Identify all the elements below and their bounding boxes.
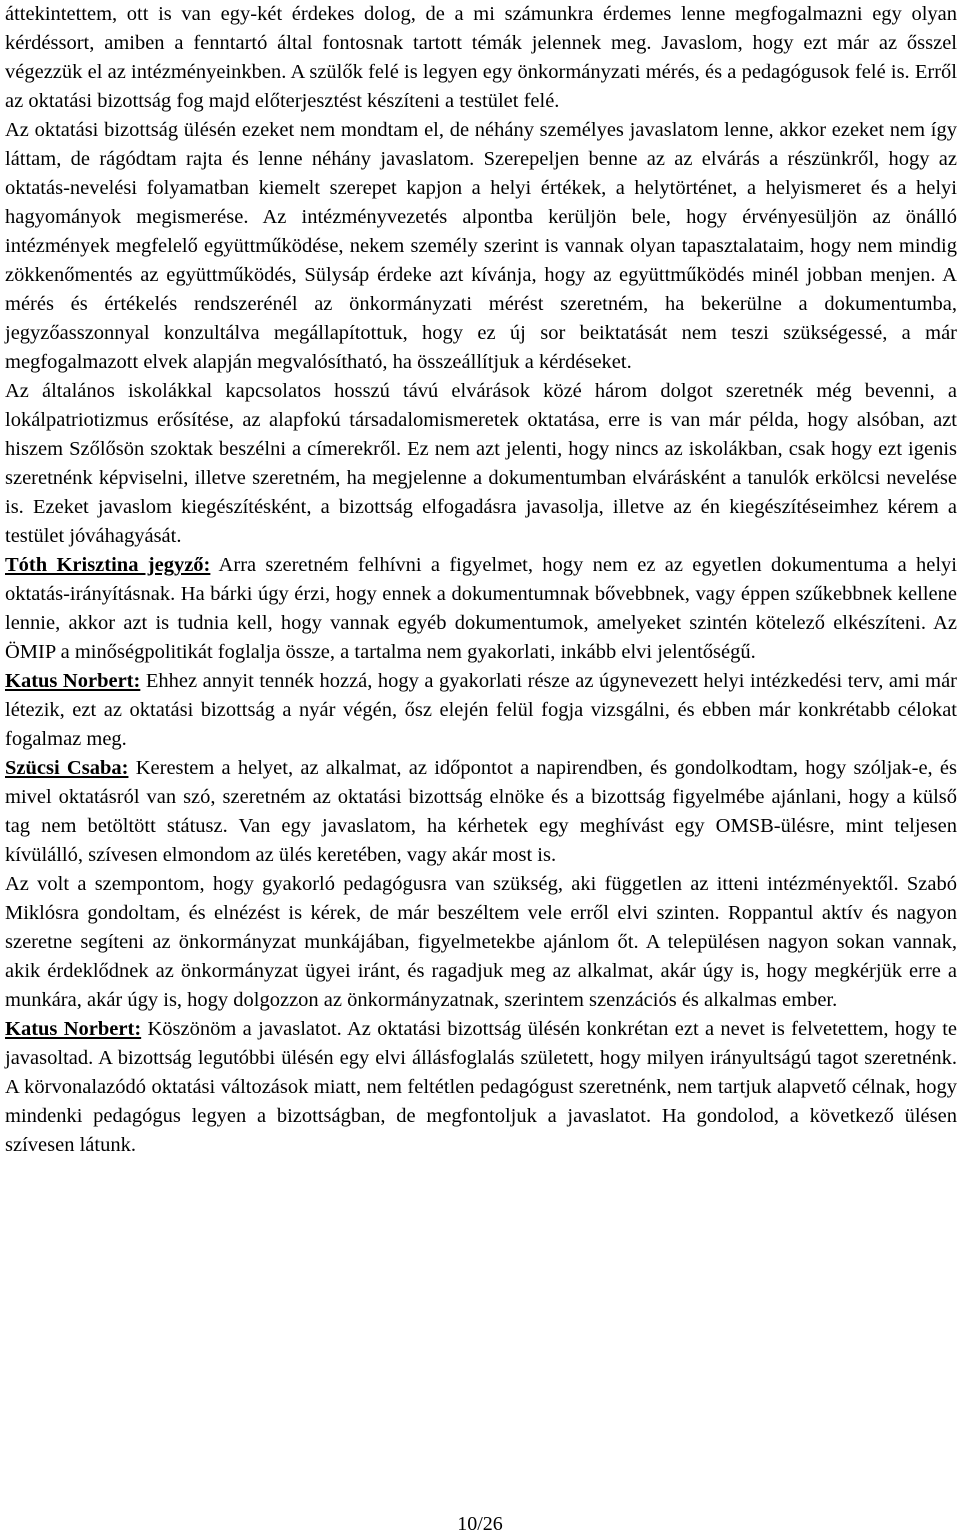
speaker-name: Szücsi Csaba: [5,757,129,779]
paragraph-text: áttekintettem, ott is van egy-két érdekes dolog, de a mi számunkra érdemes lenne megfogalmazni egy olyan kérdéssort, amiben a fenntartó által fontosnak tartott témák jelennek meg. Javaslom, hogy ezt már az ősszel végezzük el az intézményeinkben. A szülők felé is legyen egy önkormányzati mérés, és a pedagógusok felé is. Erről az oktatási bizottság fog majd előterjesztést készíteni a testület felé. [5,3,957,112]
speaker-name: Katus Norbert: [5,670,141,692]
document-page [5,0,957,1160]
paragraph-szucsi-csaba [5,754,957,870]
paragraph-committee-proposals [5,116,957,377]
paragraph-toth-krisztina [5,551,957,667]
paragraph-text: Kerestem a helyet, az alkalmat, az időpontot a napirendben, és gondolkodtam, hogy szóljak-e, és mivel oktatásról van szó, szeretném az oktatási bizottság elnöke és a bizottság figyelmébe ajánlani, hogy a külső tag nem betöltött státusz. Van egy javaslatom, ha kérhetek egy meghívást egy OMSB-ülésre, mint teljesen kívülálló, szívesen elmondom az ülés keretében, vagy akár most is. [5,757,958,866]
paragraph-intro-continuation [5,0,957,116]
paragraph-text: Köszönöm a javaslatot. Az oktatási bizottság ülésén konkrétan ezt a nevet is felvetettem, hogy te javasoltad. A bizottság legutóbbi ülésén egy elvi állásfoglalás született, hogy milyen irányultságú tagot szeretnénk. A körvonalazódó oktatási változások miatt, nem feltétlen pedagógust szeretnénk, nem tartjuk alapvető célnak, hogy mindenki pedagógus legyen a bizottságban, de megfontoljuk a javaslatot. Ha gondolod, a következő ülésen szívesen látunk. [5,1018,957,1156]
paragraph-katus-norbert-2 [5,1015,957,1160]
paragraph-school-expectations [5,377,957,551]
page-number: 10/26 [457,1513,503,1535]
paragraph-text: Az oktatási bizottság ülésén ezeket nem mondtam el, de néhány személyes javaslatom lenne, akkor ezeket nem így láttam, de rágódtam rajta és lenne néhány javaslatom. Szerepeljen benne az az elvárás a részünkről, hogy az oktatás-nevelési folyamatban kiemelt szerepet kapjon a helyi értékek, a helytörténet, a helyismeret és a helyi hagyományok megismerése. Az intézményvezetés alpontba kerüljön bele, hogy érvényesüljön az önálló intézmények megfelelő együttműködése, nekem személy szerint is vannak olyan tapasztalataim, hogy nem mindig zökkenőmentés az együttműködés, Sülysáp érdeke azt kívánja, hogy az együttműködés minél jobban menjen. A mérés és értékelés rendszerénél az önkormányzati mérést szeretném, ha bekerülne a dokumentumba, jegyzőasszonnyal konzultálva megállapítottuk, hogy ez új sor beiktatását nem teszi szükségessé, a már megfogalmazott elvek alapján megvalósítható, ha összeállítjuk a kérdéseket. [5,119,957,373]
speaker-name: Tóth Krisztina jegyző: [5,554,211,576]
speaker-name: Katus Norbert: [5,1018,142,1040]
paragraph-text: Ehhez annyit tennék hozzá, hogy a gyakorlati része az úgynevezett helyi intézkedési terv, ami már létezik, ezt az oktatási bizottság a nyár végén, ősz elején felül fogja vizsgálni, és ebben már konkrétabb célokat fogalmaz meg. [5,670,958,750]
paragraph-text: Arra szeretném felhívni a figyelmet, hogy nem ez az egyetlen dokumentuma a helyi oktatás-irányításnak. Ha bárki úgy érzi, hogy ennek a dokumentumnak bővebbnek, vagy éppen szűkebbnek kellene lennie, akkor azt is tudnia kell, hogy vannak egyéb dokumentumok, amelyeket szintén kötelező elkészíteni. Az ÖMIP a minőségpolitikát foglalja össze, a tartalma nem gyakorlati, inkább elvi jelentőségű. [5,554,957,663]
paragraph-katus-norbert-1 [5,667,957,754]
paragraph-text: Az volt a szempontom, hogy gyakorló pedagógusra van szükség, aki független az itteni intézményektől. Szabó Miklósra gondoltam, és elnézést is kérek, de már beszéltem vele erről elvi szinten. Roppantul aktív és nagyon szeretne segíteni az önkormányzat munkájában, figyelmetekbe ajánlom őt. A településen nagyon sokan vannak, akik érdeklődnek az önkormányzat ügyei iránt, és ragadjuk meg az alkalmat, akár úgy is, hogy megkérjük erre a munkára, akár úgy is, hogy dolgozzon az önkormányzatnak, szerintem szenzációs és alkalmas ember. [5,873,957,1011]
paragraph-szucsi-csaba-continued [5,870,957,1015]
paragraph-text: Az általános iskolákkal kapcsolatos hosszú távú elvárások közé három dolgot szeretnék még bevenni, a lokálpatriotizmus erősítése, az alapfokú társadalomismeretek oktatása, erre is van már példa, hogy alsóban, azt hiszem Szőlősön szoktak beszélni a címerekről. Ez nem azt jelenti, hogy nincs az iskolákban, csak hogy ezt igenis szeretnénk képviselni, illetve szeretném, ha megjelenne a dokumentumban elvárásként a tanulók erkölcsi nevelése is. Ezeket javaslom kiegészítésként, a bizottság elfogadásra javasolja, illetve az én kiegészítéseimhez kérem a testület jóváhagyását. [5,380,957,547]
